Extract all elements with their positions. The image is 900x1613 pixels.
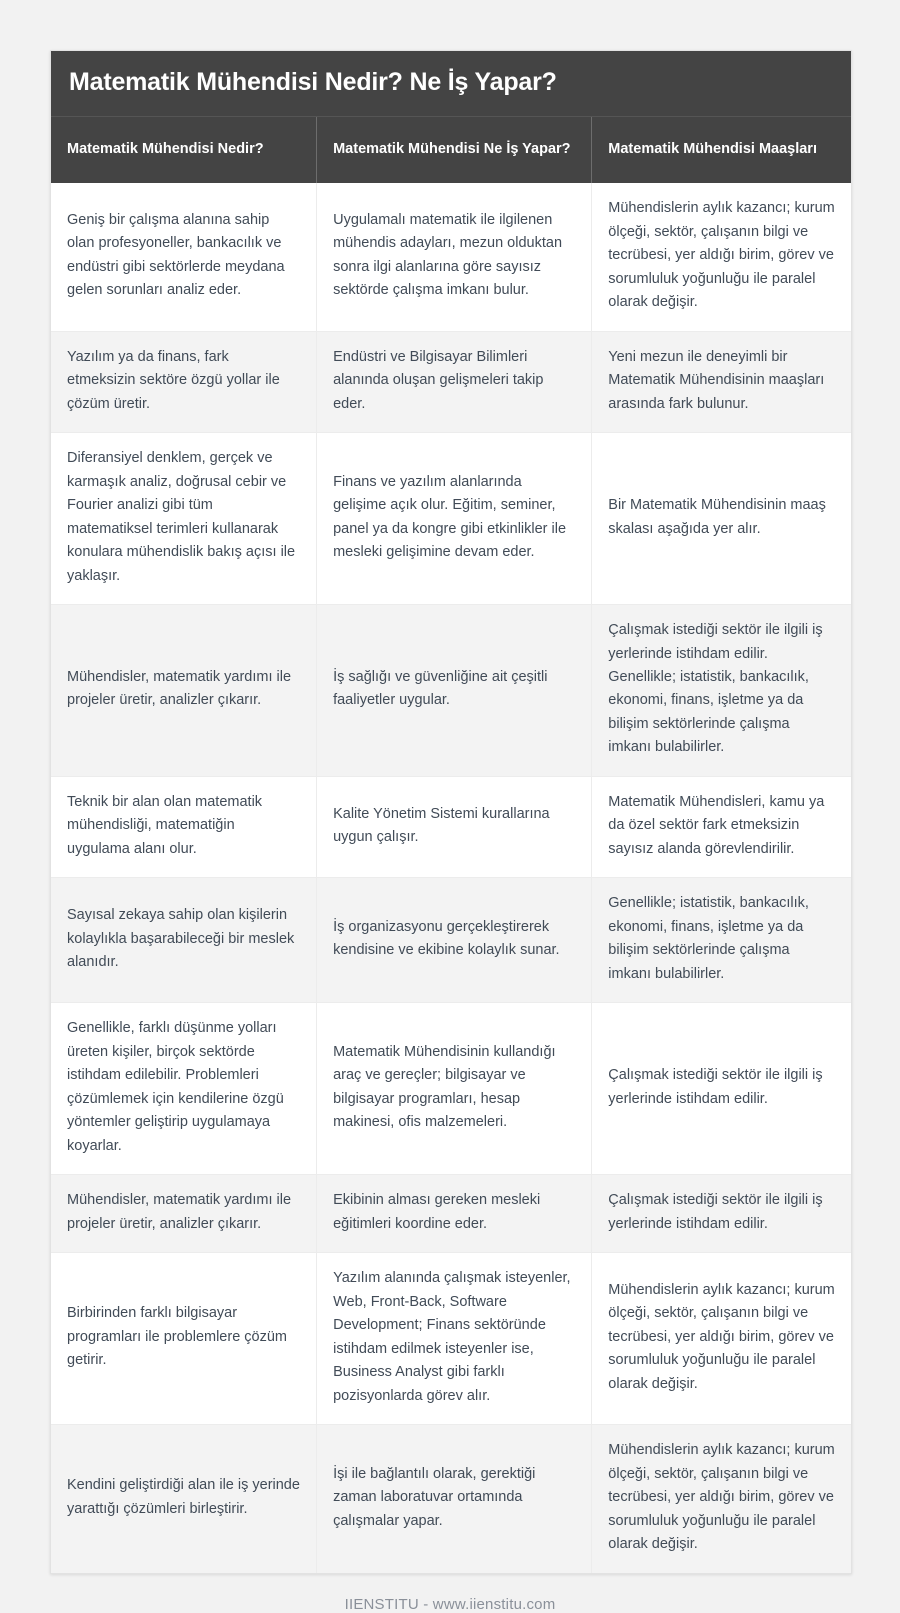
table-cell: Uygulamalı matematik ile ilgilenen mühendis adayları, mezun olduktan sonra ilgi alanlarına göre sayısız sektörde çalışma imkanı bulur. [317, 183, 592, 331]
table-cell: Mühendislerin aylık kazancı; kurum ölçeği, sektör, çalışanın bilgi ve tecrübesi, yer aldığı birim, görev ve sorumluluk yoğunluğu ile paralel olarak değişir. [592, 183, 851, 331]
table-cell: Kalite Yönetim Sistemi kurallarına uygun çalışır. [317, 776, 592, 877]
table-cell: İşi ile bağlantılı olarak, gerektiği zaman laboratuvar ortamında çalışmalar yapar. [317, 1425, 592, 1573]
table-cell: Birbirinden farklı bilgisayar programları ile problemlere çözüm getirir. [51, 1253, 317, 1425]
table-cell: İş sağlığı ve güvenliğine ait çeşitli faaliyetler uygular. [317, 605, 592, 777]
table-row [51, 878, 851, 1003]
table-row [51, 433, 851, 605]
table-cell: Çalışmak istediği sektör ile ilgili iş yerlerinde istihdam edilir. [592, 1003, 851, 1175]
table-cell: Genellikle, farklı düşünme yolları üreten kişiler, birçok sektörde istihdam edilebilir. Problemleri çözümlemek için kendilerine özgü yöntemler geliştirip uygulamaya koyarlar. [51, 1003, 317, 1175]
table-cell: Diferansiyel denklem, gerçek ve karmaşık analiz, doğrusal cebir ve Fourier analizi gibi tüm matematiksel terimleri kullanarak konulara mühendislik bakış açısı ile yaklaşır. [51, 433, 317, 605]
table-cell: Sayısal zekaya sahip olan kişilerin kolaylıkla başarabileceği bir meslek alanıdır. [51, 878, 317, 1003]
footer [50, 1574, 850, 1613]
table-header-row [51, 117, 851, 183]
title-bar [51, 51, 851, 117]
table-row [51, 1253, 851, 1425]
column-header-nedir: Matematik Mühendisi Nedir? [51, 117, 317, 183]
table-cell: Çalışmak istediği sektör ile ilgili iş yerlerinde istihdam edilir. [592, 1175, 851, 1253]
table-cell: Kendini geliştirdiği alan ile iş yerinde yarattığı çözümleri birleştirir. [51, 1425, 317, 1573]
table-row [51, 1175, 851, 1253]
table-row [51, 183, 851, 331]
table-cell: İş organizasyonu gerçekleştirerek kendisine ve ekibine kolaylık sunar. [317, 878, 592, 1003]
table-row [51, 1425, 851, 1573]
table-cell: Genellikle; istatistik, bankacılık, ekonomi, finans, işletme ya da bilişim sektörlerinde çalışma imkanı bulabilirler. [592, 878, 851, 1003]
table-cell: Geniş bir çalışma alanına sahip olan profesyoneller, bankacılık ve endüstri gibi sektörlerde meydana gelen sorunları analiz eder. [51, 183, 317, 331]
table-cell: Endüstri ve Bilgisayar Bilimleri alanında oluşan gelişmeleri takip eder. [317, 331, 592, 432]
table-cell: Yazılım alanında çalışmak isteyenler, Web, Front-Back, Software Development; Finans sektöründe istihdam edilmek isteyenler ise, Business Analyst gibi farklı pozisyonlarda görev alır. [317, 1253, 592, 1425]
table-row [51, 605, 851, 777]
table-cell: Çalışmak istediği sektör ile ilgili iş yerlerinde istihdam edilir. Genellikle; istatistik, bankacılık, ekonomi, finans, işletme ya da bilişim sektörlerinde çalışma imkanı bulabilirler. [592, 605, 851, 777]
table-row [51, 1003, 851, 1175]
footer-credit: IIENSTITU - www.iienstitu.com [344, 1595, 556, 1613]
column-header-maaslari: Matematik Mühendisi Maaşları [592, 117, 851, 183]
table-cell: Ekibinin alması gereken mesleki eğitimleri koordine eder. [317, 1175, 592, 1253]
table-cell: Mühendisler, matematik yardımı ile projeler üretir, analizler çıkarır. [51, 605, 317, 777]
table-cell: Matematik Mühendisleri, kamu ya da özel sektör fark etmeksizin sayısız alanda görevlendirilir. [592, 776, 851, 877]
table-cell: Yazılım ya da finans, fark etmeksizin sektöre özgü yollar ile çözüm üretir. [51, 331, 317, 432]
table-cell: Finans ve yazılım alanlarında gelişime açık olur. Eğitim, seminer, panel ya da kongre gibi etkinlikler ile mesleki gelişimine devam eder. [317, 433, 592, 605]
table-cell: Mühendisler, matematik yardımı ile projeler üretir, analizler çıkarır. [51, 1175, 317, 1253]
table-row [51, 776, 851, 877]
table-body [51, 183, 851, 1572]
table-cell: Bir Matematik Mühendisinin maaş skalası aşağıda yer alır. [592, 433, 851, 605]
comparison-table [51, 117, 851, 1572]
column-header-ne-is-yapar: Matematik Mühendisi Ne İş Yapar? [317, 117, 592, 183]
table-cell: Mühendislerin aylık kazancı; kurum ölçeği, sektör, çalışanın bilgi ve tecrübesi, yer aldığı birim, görev ve sorumluluk yoğunluğu ile paralel olarak değişir. [592, 1253, 851, 1425]
table-cell: Yeni mezun ile deneyimli bir Matematik Mühendisinin maaşları arasında fark bulunur. [592, 331, 851, 432]
table-card [50, 50, 852, 1574]
table-cell: Mühendislerin aylık kazancı; kurum ölçeği, sektör, çalışanın bilgi ve tecrübesi, yer aldığı birim, görev ve sorumluluk yoğunluğu ile paralel olarak değişir. [592, 1425, 851, 1573]
page-title: Matematik Mühendisi Nedir? Ne İş Yapar? [69, 68, 557, 96]
table-row [51, 331, 851, 432]
table-cell: Matematik Mühendisinin kullandığı araç ve gereçler; bilgisayar ve bilgisayar programları, hesap makinesi, ofis malzemeleri. [317, 1003, 592, 1175]
table-header [51, 117, 851, 183]
table-cell: Teknik bir alan olan matematik mühendisliği, matematiğin uygulama alanı olur. [51, 776, 317, 877]
